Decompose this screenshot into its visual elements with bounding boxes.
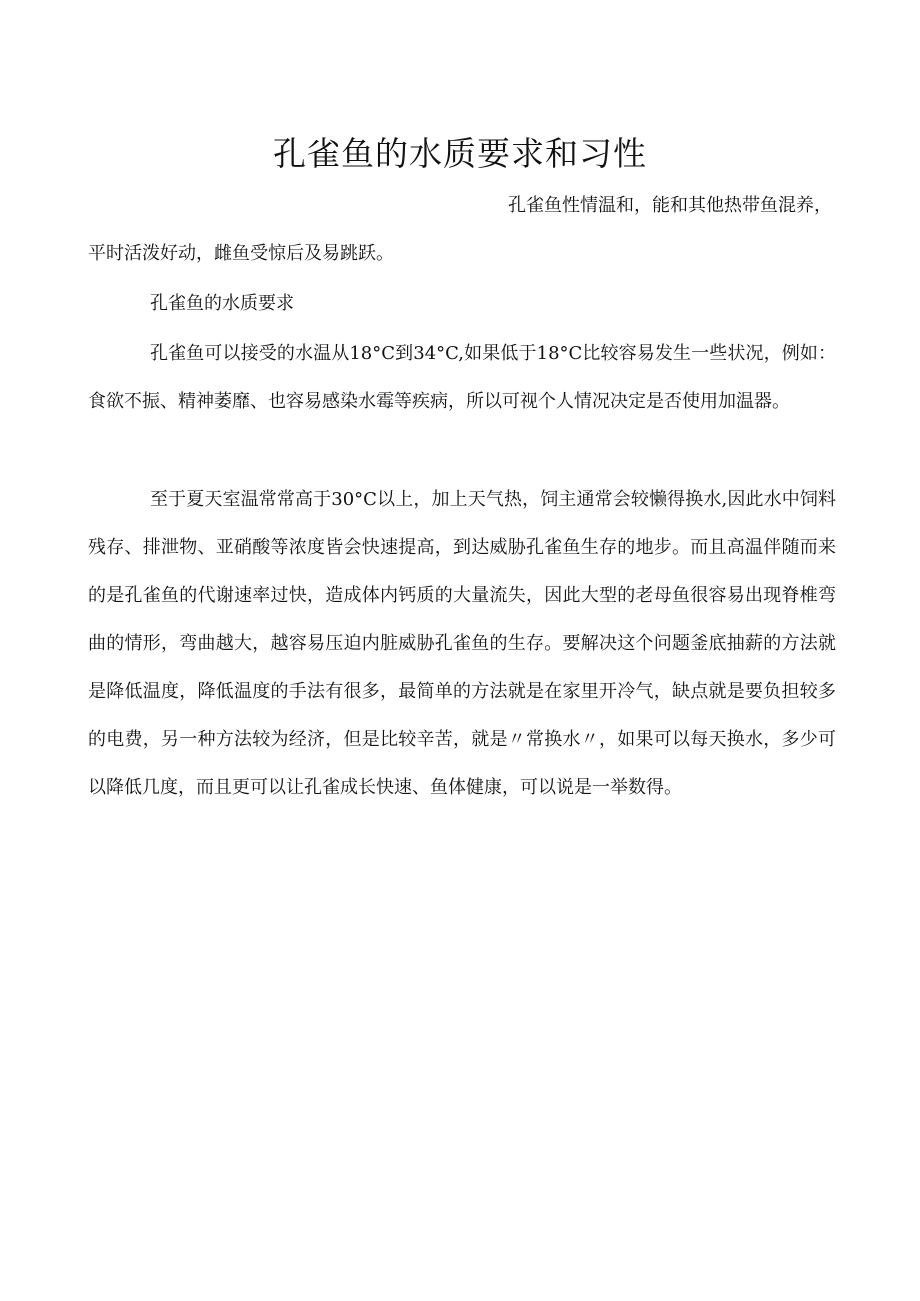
section-heading: 孔雀鱼的水质要求 — [150, 293, 294, 314]
paragraph-summer-care: 至于夏天室温常常高于30°C以上，加上天气热，饲主通常会较懒得换水,因此水中饲料残存、排泄物、亚硝酸等浓度皆会快速提高，到达威胁孔雀鱼生存的地步。而且高温伴随而来的是孔雀鱼的代谢速率过快，造成体内钙质的大量流失，因此大型的老母鱼很容易出现脊椎弯曲的情形，弯曲越大，越容易压迫内脏威胁孔雀鱼的生存。要解决这个问题釜底抽薪的方法就是降低温度，降低温度的手法有很多，最简单的方法就是在家里开冷气，缺点就是要负担较多的电费，另一种方法较为经济，但是比较辛苦，就是〃常换水〃，如果可以每天换水，多少可以降低几度，而且更可以让孔雀成长快速、鱼体健康，可以说是一举数得。 — [88, 489, 836, 798]
document-title: 孔雀鱼的水质要求和习性 — [273, 134, 647, 173]
intro-line-continuation: 平时活泼好动，雌鱼受惊后及易跳跃。 — [88, 243, 394, 264]
paragraph-water-temperature: 孔雀鱼可以接受的水温从18°C到34°C,如果低于18°C比较容易发生一些状况，例如：食欲不振、精神萎靡、也容易感染水霉等疾病，所以可视个人情况决定是否使用加温器。 — [88, 343, 836, 412]
intro-line-first: 孔雀鱼性情温和，能和其他热带鱼混养， — [508, 195, 832, 216]
